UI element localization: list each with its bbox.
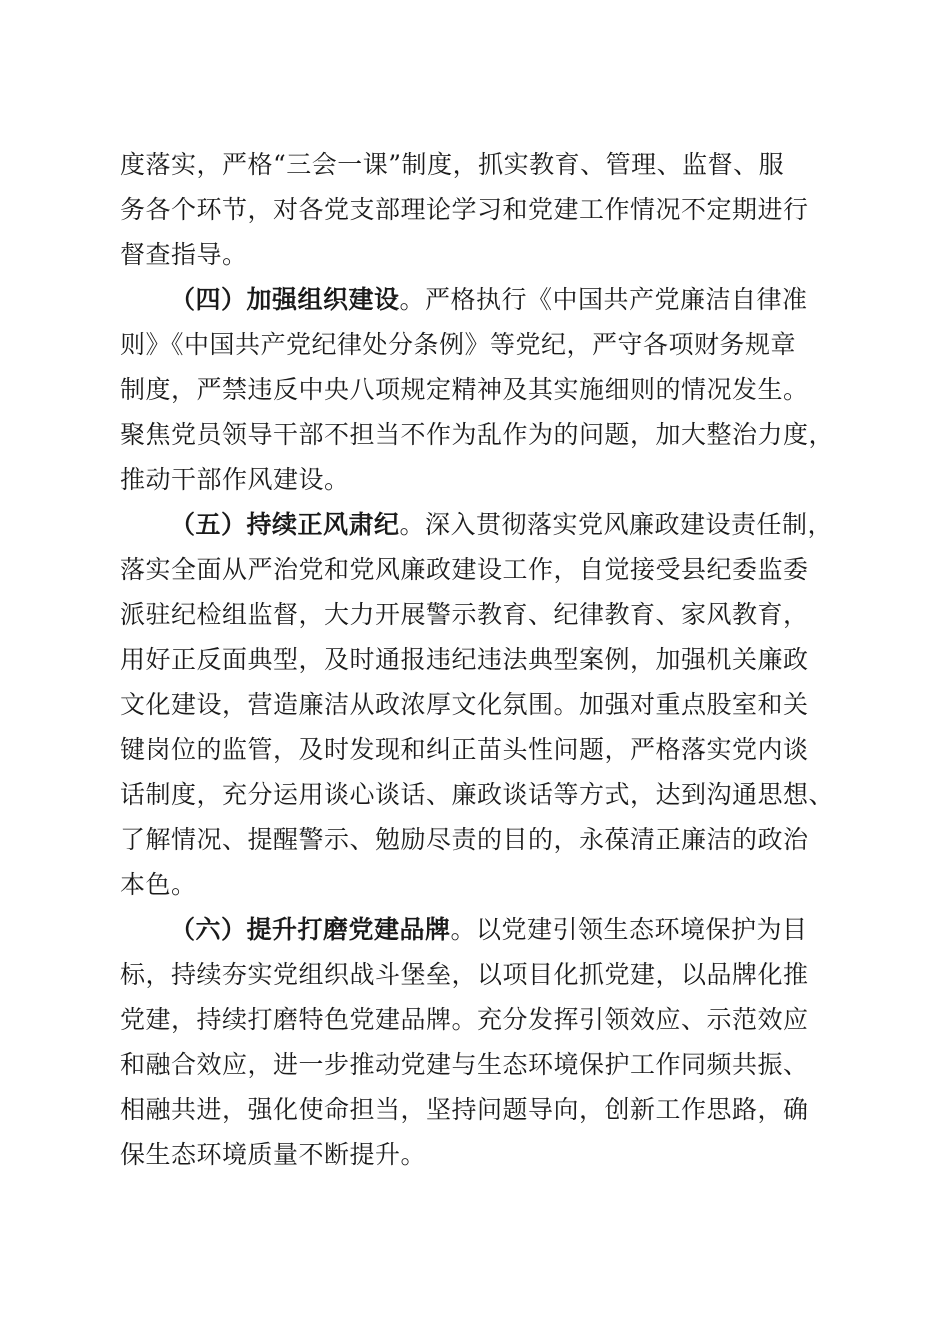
paragraph-line: 度落实，严格“三会一课”制度，抓实教育、管理、监督、服 [120,150,785,179]
paragraph-line: 落实全面从严治党和党风廉政建设工作，自觉接受县纪委监委 [120,555,809,584]
section-5-first-line [170,505,833,545]
paragraph-line: 务各个环节，对各党支部理论学习和党建工作情况不定期进行 [120,195,809,224]
section-4-first-line [170,280,808,320]
paragraph-line: 聚焦党员领导干部不担当不作为乱作为的问题，加大整治力度， [120,420,835,449]
paragraph-line: 派驻纪检组监督，大力开展警示教育、纪律教育、家风教育， [120,600,809,629]
paragraph-line: 话制度，充分运用谈心谈话、廉政谈话等方式，达到沟通思想、 [120,780,835,809]
paragraph-line: 党建，持续打磨特色党建品牌。充分发挥引领效应、示范效应 [120,1005,809,1034]
paragraph-line: 了解情况、提醒警示、勉励尽责的目的，永葆清正廉洁的政治 [120,825,809,854]
paragraph-line: 和融合效应，进一步推动党建与生态环境保护工作同频共振、 [120,1050,809,1079]
paragraph-line: 标，持续夯实党组织战斗堡垒，以项目化抓党建，以品牌化推 [120,960,809,989]
paragraph-line: 用好正反面典型，及时通报违纪违法典型案例，加强机关廉政 [120,645,809,674]
paragraph-line: 则》《中国共产党纪律处分条例》等党纪，严守各项财务规章 [120,330,797,359]
section-5-text: 。深入贯彻落实党风廉政建设责任制， [399,510,834,539]
paragraph-line: 督查指导。 [120,240,248,269]
section-6-first-line [170,910,808,950]
paragraph-line: 推动干部作风建设。 [120,465,350,494]
section-4-heading: （四）加强组织建设 [170,285,400,314]
paragraph-line: 文化建设，营造廉洁从政浓厚文化氛围。加强对重点股室和关 [120,690,809,719]
paragraph-line: 相融共进，强化使命担当，坚持问题导向，创新工作思路，确 [120,1095,809,1124]
section-5-heading: （五）持续正风肃纪 [170,510,400,539]
section-6-text: 。以党建引领生态环境保护为目 [450,915,808,944]
paragraph-line: 本色。 [120,870,197,899]
paragraph-line: 保生态环境质量不断提升。 [120,1140,427,1169]
paragraph-line: 键岗位的监管，及时发现和纠正苗头性问题，严格落实党内谈 [120,735,809,764]
section-4-text: 。严格执行《中国共产党廉洁自律准 [399,285,808,314]
section-6-heading: （六）提升打磨党建品牌 [170,915,451,944]
paragraph-line: 制度，严禁违反中央八项规定精神及其实施细则的情况发生。 [120,375,809,404]
